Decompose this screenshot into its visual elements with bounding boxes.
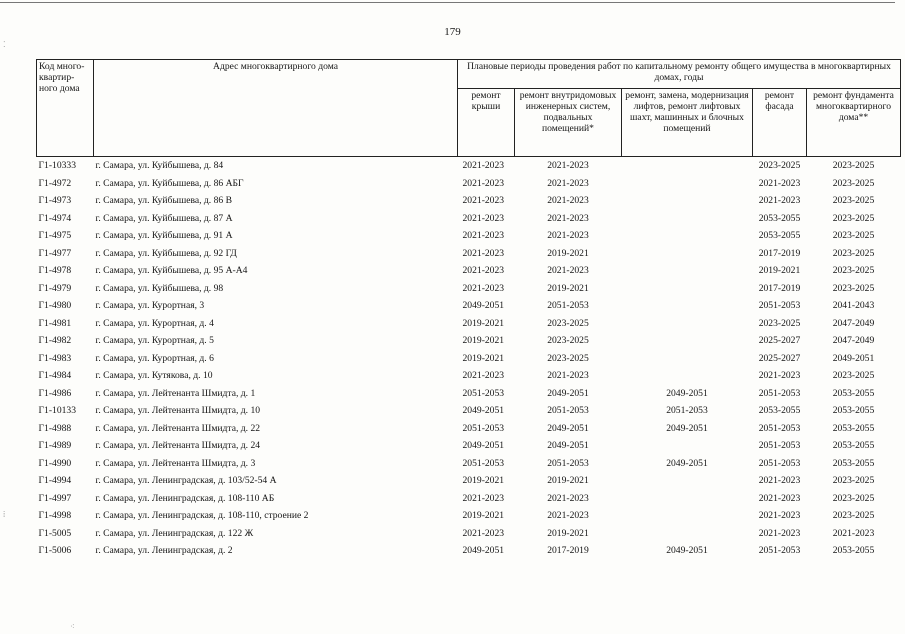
cell-facade: 2051-2053	[758, 457, 801, 469]
cell-code: Г1-4990	[38, 457, 72, 469]
cell-lifts: 2049-2051	[666, 457, 708, 469]
cell-address: г. Самара, ул. Ленинградская, д. 103/52-54 А	[95, 475, 277, 487]
cell-engineering: 2019-2021	[547, 475, 589, 487]
cell-foundation: 2023-2025	[832, 212, 875, 224]
cell-lifts	[622, 157, 753, 175]
cell-roof: 2021-2023	[462, 282, 505, 294]
cell-code: Г1-10333	[38, 160, 77, 172]
cell-facade: 2051-2053	[758, 300, 801, 312]
table-row	[37, 175, 901, 193]
cell-engineering: 2019-2021	[547, 282, 589, 294]
cell-foundation: 2023-2025	[832, 247, 875, 259]
cell-lifts	[622, 350, 753, 368]
cell-engineering: 2051-2053	[547, 405, 589, 417]
scan-speck: ⁚	[3, 40, 6, 49]
cell-facade: 2025-2027	[758, 335, 801, 347]
scan-speck: ⁞	[3, 510, 6, 519]
cell-lifts	[622, 227, 753, 245]
cell-facade: 2025-2027	[758, 352, 801, 364]
table-row	[37, 350, 901, 368]
cell-roof: 2049-2051	[462, 545, 505, 557]
cell-engineering: 2019-2021	[547, 247, 589, 259]
cell-roof: 2021-2023	[462, 177, 505, 189]
cell-engineering: 2023-2025	[547, 335, 589, 347]
cell-engineering: 2051-2053	[547, 300, 589, 312]
table-header	[37, 60, 901, 157]
cell-roof: 2049-2051	[462, 405, 505, 417]
table-row	[37, 385, 901, 403]
cell-address: г. Самара, ул. Ленинградская, д. 122 Ж	[95, 527, 254, 539]
cell-foundation: 2023-2025	[832, 177, 875, 189]
cell-lifts	[622, 472, 753, 490]
table-row	[37, 297, 901, 315]
cell-lifts	[622, 262, 753, 280]
table-row	[37, 402, 901, 420]
cell-roof: 2021-2023	[462, 527, 505, 539]
cell-code: Г1-4994	[38, 475, 72, 487]
cell-lifts	[622, 297, 753, 315]
cell-foundation: 2023-2025	[832, 475, 875, 487]
scan-speck: ⁖	[70, 622, 75, 631]
cell-code: Г1-4998	[38, 510, 72, 522]
table-row	[37, 157, 901, 175]
top-rule	[0, 2, 895, 3]
cell-address: г. Самара, ул. Куйбышева, д. 86 АБГ	[95, 177, 244, 189]
cell-roof: 2019-2021	[462, 335, 505, 347]
cell-facade: 2051-2053	[758, 422, 801, 434]
cell-address: г. Самара, ул. Лейтенанта Шмидта, д. 10	[95, 405, 261, 417]
cell-facade: 2021-2023	[758, 195, 801, 207]
cell-code: Г1-10133	[38, 405, 77, 417]
cell-address: г. Самара, ул. Ленинградская, д. 2	[95, 545, 233, 557]
cell-address: г. Самара, ул. Лейтенанта Шмидта, д. 3	[95, 457, 256, 469]
table-row	[37, 490, 901, 508]
cell-foundation: 2053-2055	[832, 405, 875, 417]
cell-lifts	[622, 437, 753, 455]
cell-roof: 2049-2051	[462, 440, 505, 452]
cell-engineering: 2021-2023	[547, 212, 589, 224]
cell-roof: 2021-2023	[462, 160, 505, 172]
cell-lifts: 2049-2051	[666, 387, 708, 399]
cell-code: Г1-4977	[38, 247, 72, 259]
cell-roof: 2051-2053	[462, 422, 505, 434]
cell-roof: 2019-2021	[462, 475, 505, 487]
cell-address: г. Самара, ул. Ленинградская, д. 108-110 АБ	[95, 492, 275, 504]
cell-lifts	[622, 367, 753, 385]
cell-roof: 2049-2051	[462, 300, 505, 312]
table-row	[37, 437, 901, 455]
cell-code: Г1-4997	[38, 492, 72, 504]
cell-lifts: 2051-2053	[666, 405, 708, 417]
cell-engineering: 2021-2023	[547, 492, 589, 504]
cell-engineering: 2021-2023	[547, 230, 589, 242]
cell-address: г. Самара, ул. Куйбышева, д. 91 А	[95, 230, 233, 242]
cell-code: Г1-4986	[38, 387, 72, 399]
cell-foundation: 2053-2055	[832, 387, 875, 399]
table-row	[37, 367, 901, 385]
cell-lifts	[622, 210, 753, 228]
cell-code: Г1-4983	[38, 352, 72, 364]
cell-engineering: 2021-2023	[547, 510, 589, 522]
cell-foundation: 2047-2049	[832, 335, 875, 347]
table-row	[37, 332, 901, 350]
cell-foundation: 2023-2025	[832, 230, 875, 242]
cell-facade: 2017-2019	[758, 247, 801, 259]
cell-lifts	[622, 280, 753, 298]
cell-engineering: 2049-2051	[547, 422, 589, 434]
cell-foundation: 2023-2025	[832, 195, 875, 207]
cell-address: г. Самара, ул. Кутякова, д. 10	[95, 370, 213, 382]
cell-roof: 2021-2023	[462, 370, 505, 382]
cell-engineering: 2021-2023	[547, 195, 589, 207]
cell-code: Г1-4982	[38, 335, 72, 347]
cell-address: г. Самара, ул. Лейтенанта Шмидта, д. 24	[95, 440, 261, 452]
cell-lifts	[622, 315, 753, 333]
header-engineering: ремонт внутридомовых инженерных систем, подвальных помещений*	[515, 88, 622, 156]
cell-lifts: 2049-2051	[666, 422, 708, 434]
header-periods: Плановые периоды проведения работ по капитальному ремонту общего имущества в многоквартирных домах, годы	[458, 60, 901, 89]
cell-address: г. Самара, ул. Курортная, д. 4	[95, 317, 214, 329]
cell-facade: 2019-2021	[758, 265, 801, 277]
cell-foundation: 2023-2025	[832, 265, 875, 277]
table-row	[37, 525, 901, 543]
cell-engineering: 2019-2021	[547, 527, 589, 539]
cell-engineering: 2017-2019	[547, 545, 589, 557]
cell-foundation: 2053-2055	[832, 457, 875, 469]
cell-foundation: 2023-2025	[832, 370, 875, 382]
cell-lifts: 2049-2051	[666, 545, 708, 557]
cell-engineering: 2051-2053	[547, 457, 589, 469]
table-row	[37, 245, 901, 263]
cell-address: г. Самара, ул. Куйбышева, д. 87 А	[95, 212, 233, 224]
cell-facade: 2021-2023	[758, 177, 801, 189]
cell-foundation: 2023-2025	[832, 492, 875, 504]
cell-facade: 2051-2053	[758, 545, 801, 557]
cell-roof: 2019-2021	[462, 510, 505, 522]
table-row	[37, 280, 901, 298]
cell-roof: 2019-2021	[462, 352, 505, 364]
cell-engineering: 2021-2023	[547, 370, 589, 382]
cell-lifts	[622, 507, 753, 525]
cell-address: г. Самара, ул. Курортная, д. 5	[95, 335, 214, 347]
cell-lifts	[622, 525, 753, 543]
header-foundation: ремонт фундамента многоквартирного дома**	[807, 88, 901, 156]
table-row	[37, 315, 901, 333]
table-row	[37, 420, 901, 438]
repair-schedule-table	[36, 59, 901, 560]
cell-facade: 2021-2023	[758, 510, 801, 522]
cell-foundation: 2053-2055	[832, 545, 875, 557]
cell-address: г. Самара, ул. Куйбышева, д. 98	[95, 282, 224, 294]
cell-facade: 2021-2023	[758, 527, 801, 539]
cell-address: г. Самара, ул. Куйбышева, д. 86 В	[95, 195, 232, 207]
cell-foundation: 2047-2049	[832, 317, 875, 329]
cell-address: г. Самара, ул. Лейтенанта Шмидта, д. 22	[95, 422, 261, 434]
cell-roof: 2051-2053	[462, 457, 505, 469]
header-facade: ремонт фасада	[753, 88, 807, 156]
cell-engineering: 2021-2023	[547, 160, 589, 172]
cell-facade: 2021-2023	[758, 475, 801, 487]
cell-facade: 2023-2025	[758, 160, 801, 172]
cell-foundation: 2041-2043	[832, 300, 875, 312]
cell-engineering: 2023-2025	[547, 352, 589, 364]
cell-facade: 2021-2023	[758, 370, 801, 382]
header-lifts: ремонт, замена, модернизация лифтов, ремонт лифтовых шахт, машинных и блочных помещений	[622, 88, 753, 156]
cell-code: Г1-4972	[38, 177, 72, 189]
cell-code: Г1-4974	[38, 212, 72, 224]
cell-facade: 2053-2055	[758, 212, 801, 224]
cell-address: г. Самара, ул. Куйбышева, д. 92 ГД	[95, 247, 237, 259]
table-row	[37, 262, 901, 280]
cell-address: г. Самара, ул. Курортная, д. 6	[95, 352, 214, 364]
cell-roof: 2021-2023	[462, 212, 505, 224]
cell-lifts	[622, 245, 753, 263]
cell-code: Г1-4981	[38, 317, 72, 329]
cell-foundation: 2023-2025	[832, 510, 875, 522]
cell-lifts	[622, 192, 753, 210]
table-row	[37, 507, 901, 525]
page-number: 179	[444, 26, 461, 38]
cell-roof: 2019-2021	[462, 317, 505, 329]
table-row	[37, 192, 901, 210]
cell-roof: 2021-2023	[462, 265, 505, 277]
table-row	[37, 472, 901, 490]
cell-foundation: 2053-2055	[832, 440, 875, 452]
cell-lifts	[622, 490, 753, 508]
cell-facade: 2017-2019	[758, 282, 801, 294]
header-address: Адрес многоквартирного дома	[94, 60, 458, 157]
cell-engineering: 2049-2051	[547, 440, 589, 452]
table-row	[37, 542, 901, 560]
cell-address: г. Самара, ул. Ленинградская, д. 108-110, строение 2	[95, 510, 309, 522]
cell-address: г. Самара, ул. Лейтенанта Шмидта, д. 1	[95, 387, 256, 399]
cell-address: г. Самара, ул. Курортная, 3	[95, 300, 205, 312]
cell-facade: 2053-2055	[758, 230, 801, 242]
cell-code: Г1-4978	[38, 265, 72, 277]
cell-facade: 2053-2055	[758, 405, 801, 417]
cell-roof: 2051-2053	[462, 387, 505, 399]
cell-foundation: 2021-2023	[832, 527, 875, 539]
cell-roof: 2021-2023	[462, 492, 505, 504]
cell-code: Г1-4979	[38, 282, 72, 294]
cell-lifts	[622, 175, 753, 193]
cell-code: Г1-4975	[38, 230, 72, 242]
cell-code: Г1-4989	[38, 440, 72, 452]
table-row	[37, 455, 901, 473]
cell-facade: 2051-2053	[758, 387, 801, 399]
cell-facade: 2021-2023	[758, 492, 801, 504]
cell-code: Г1-4988	[38, 422, 72, 434]
cell-foundation: 2023-2025	[832, 282, 875, 294]
header-code: Код много-квартир-ного дома	[37, 60, 94, 157]
cell-lifts	[622, 332, 753, 350]
cell-foundation: 2023-2025	[832, 160, 875, 172]
table-body	[37, 157, 901, 560]
cell-foundation: 2049-2051	[832, 352, 875, 364]
cell-engineering: 2021-2023	[547, 177, 589, 189]
cell-foundation: 2053-2055	[832, 422, 875, 434]
cell-code: Г1-5006	[38, 545, 72, 557]
table-row	[37, 227, 901, 245]
cell-roof: 2021-2023	[462, 230, 505, 242]
cell-roof: 2021-2023	[462, 195, 505, 207]
cell-roof: 2021-2023	[462, 247, 505, 259]
cell-address: г. Самара, ул. Куйбышева, д. 84	[95, 160, 224, 172]
cell-engineering: 2023-2025	[547, 317, 589, 329]
header-roof: ремонт крыши	[458, 88, 515, 156]
cell-code: Г1-4980	[38, 300, 72, 312]
cell-facade: 2023-2025	[758, 317, 801, 329]
cell-engineering: 2049-2051	[547, 387, 589, 399]
cell-code: Г1-4973	[38, 195, 72, 207]
cell-address: г. Самара, ул. Куйбышева, д. 95 А-А4	[95, 265, 248, 277]
cell-code: Г1-4984	[38, 370, 72, 382]
cell-code: Г1-5005	[38, 527, 72, 539]
cell-engineering: 2021-2023	[547, 265, 589, 277]
cell-facade: 2051-2053	[758, 440, 801, 452]
table-row	[37, 210, 901, 228]
